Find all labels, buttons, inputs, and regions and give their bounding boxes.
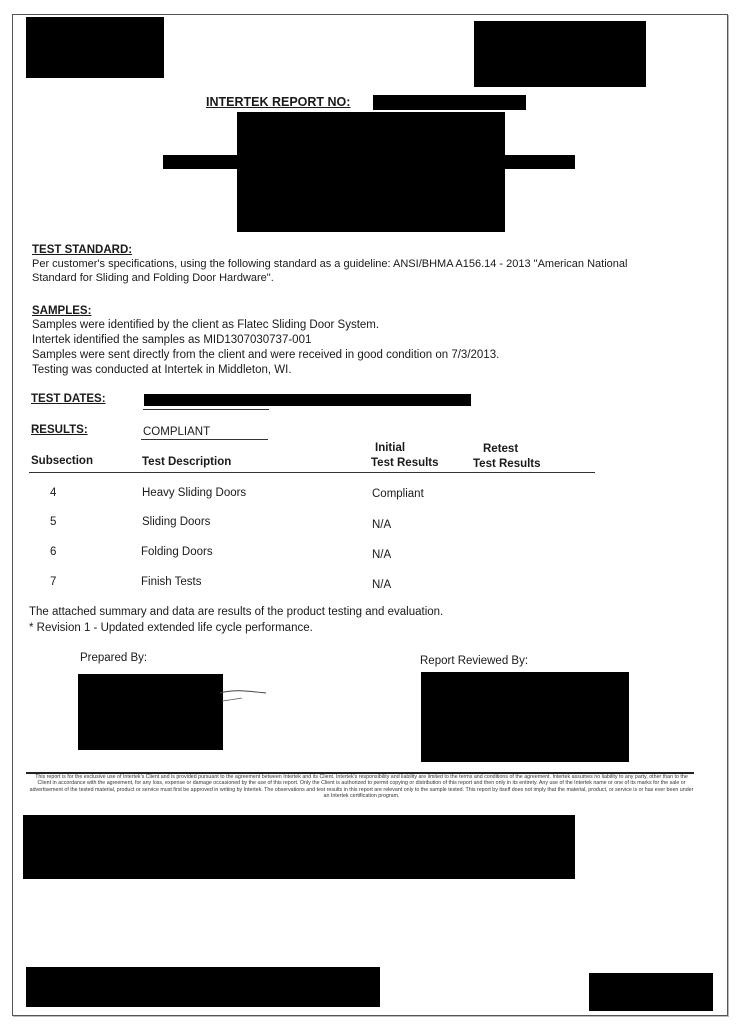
results-underline: [141, 439, 268, 440]
redacted-reviewer-signature: [421, 672, 629, 762]
redacted-client-bar-right: [503, 155, 575, 169]
test-dates-heading: TEST DATES:: [31, 393, 106, 405]
report-title-label: INTERTEK REPORT NO:: [206, 95, 351, 109]
redacted-client-bar-left: [163, 155, 239, 169]
redacted-client-block: [237, 112, 505, 232]
redacted-logo: [26, 17, 164, 78]
col-description: Test Description: [142, 456, 232, 468]
samples-line-4: Testing was conducted at Intertek in Middleton, WI.: [32, 364, 292, 376]
col-initial-top: Initial: [375, 442, 406, 454]
report-page: [12, 14, 728, 1016]
row-subsection: 6: [50, 546, 57, 558]
test-standard-heading: TEST STANDARD:: [32, 244, 133, 256]
redacted-header-info: [474, 21, 646, 87]
redacted-footer-left: [26, 967, 380, 1007]
test-standard-line-1: Per customer's specifications, using the following standard as a guideline: ANSI/BHMA A156.14 - 2013 "American National: [32, 258, 628, 270]
prepared-by-label: Prepared By:: [80, 652, 148, 664]
test-dates-underline: [143, 409, 269, 410]
samples-heading: SAMPLES:: [32, 305, 92, 317]
col-retest-top: Retest: [483, 443, 519, 455]
samples-line-2: Intertek identified the samples as MID1307030737-001: [32, 334, 312, 346]
redacted-footer-address: [23, 815, 575, 879]
col-subsection: Subsection: [31, 455, 93, 467]
row-initial-result: N/A: [372, 519, 392, 531]
row-description: Folding Doors: [141, 546, 213, 558]
redacted-footer-right: [589, 973, 713, 1011]
redacted-test-dates: [144, 394, 471, 406]
col-initial-bottom: Test Results: [371, 457, 439, 469]
samples-line-3: Samples were sent directly from the client and were received in good condition on 7/3/2013.: [32, 349, 500, 361]
summary-line-1: The attached summary and data are results of the product testing and evaluation.: [29, 606, 444, 618]
row-subsection: 5: [50, 516, 57, 528]
results-heading: RESULTS:: [31, 424, 88, 436]
results-value: COMPLIANT: [143, 426, 211, 438]
row-initial-result: N/A: [372, 579, 392, 591]
reviewed-by-label: Report Reviewed By:: [420, 655, 529, 667]
summary-line-2: * Revision 1 - Updated extended life cycle performance.: [29, 622, 313, 634]
row-subsection: 7: [50, 576, 57, 588]
redacted-report-number: [373, 95, 526, 110]
row-initial-result: Compliant: [372, 488, 424, 500]
row-description: Sliding Doors: [142, 516, 211, 528]
row-description: Heavy Sliding Doors: [142, 487, 247, 499]
row-initial-result: N/A: [372, 549, 392, 561]
signature-stroke: [218, 679, 273, 709]
table-header-rule: [29, 472, 595, 473]
row-description: Finish Tests: [141, 576, 202, 588]
redacted-preparer-signature: [78, 674, 223, 750]
col-retest-bottom: Test Results: [473, 458, 541, 470]
samples-line-1: Samples were identified by the client as Flatec Sliding Door System.: [32, 319, 380, 331]
disclaimer-text: This report is for the exclusive use of Intertek's Client and is provided pursuant to the agreement between Intertek and its Client. Intertek's responsibility and liability are limited to the terms and conditions of the agreement. Intertek assumes no liability to any party, other than to the Client in accordance with the agreement, for any loss, expense or damage occasioned by the use of this report. Only the Client is authorized to permit copying or distribution of this report and then only in its entirety. Any use of the Intertek name or one of its marks for the sale or advertisement of the tested material, product or service must first be approved in writing by Intertek. The observations and test results in this report are relevant only to the sample tested. This report by itself does not imply that the material, product, or service is or has ever been under an Intertek certification program.: [29, 774, 694, 800]
test-standard-line-2: Standard for Sliding and Folding Door Hardware".: [32, 272, 274, 284]
row-subsection: 4: [50, 487, 57, 499]
